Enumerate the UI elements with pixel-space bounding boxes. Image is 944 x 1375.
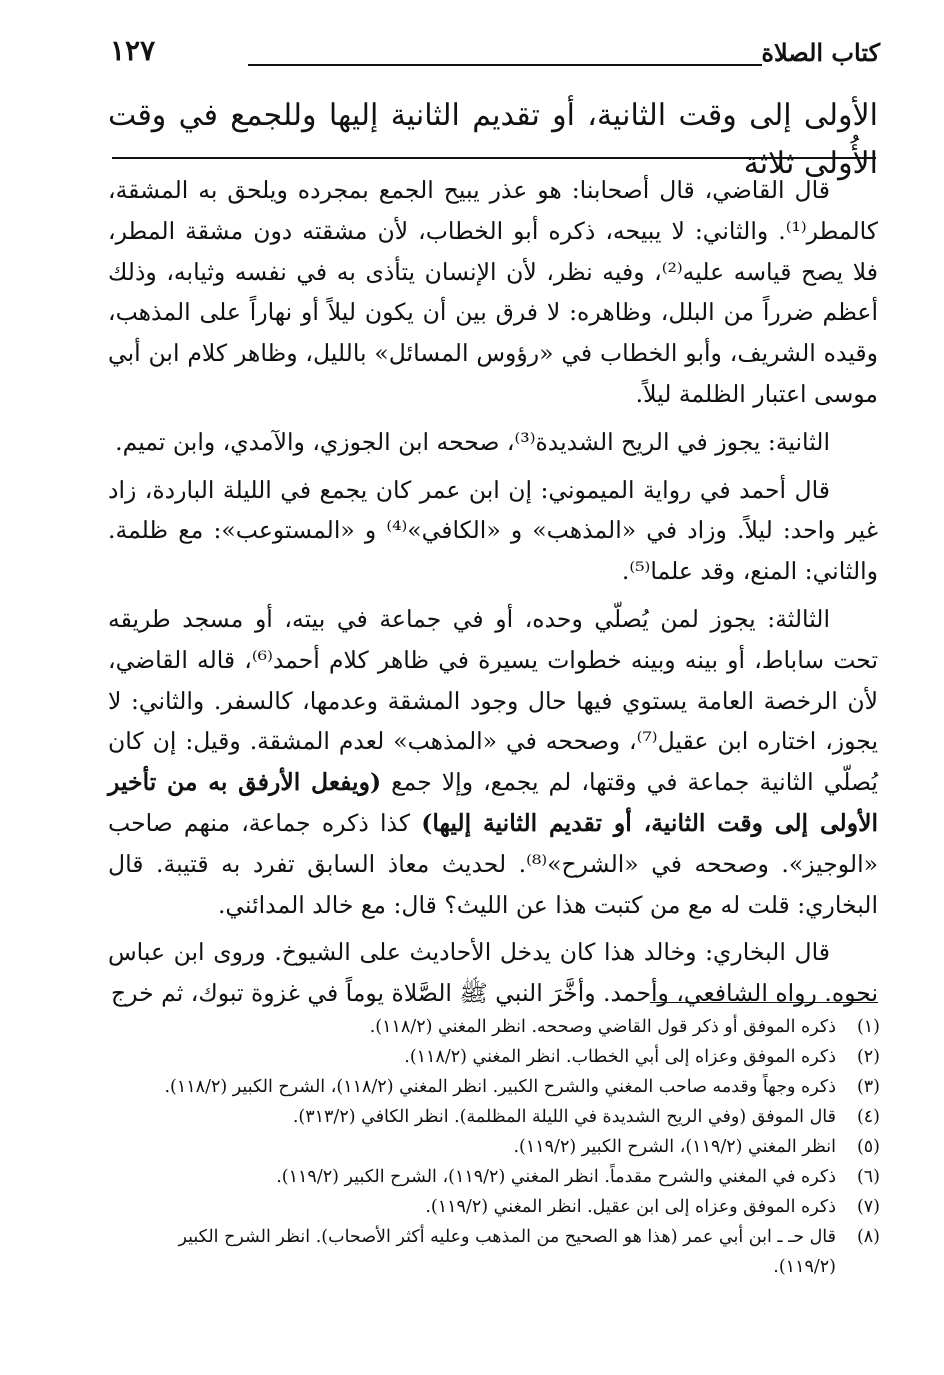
- footnote-text: قال الموفق (وفي الريح الشديدة في الليلة المظلمة). انظر الكافي (٣١٣/٢).: [292, 1107, 836, 1127]
- footnote: [128, 1102, 880, 1132]
- footnote-text: ذكره في المغني والشرح مقدماً. انظر المغني (١١٩/٢)، الشرح الكبير (١١٩/٢).: [276, 1167, 836, 1187]
- footnote-number: (٥): [856, 1137, 880, 1157]
- matn-rule: [112, 157, 876, 159]
- footnote-number: (٨): [856, 1227, 880, 1247]
- page-header: [100, 28, 880, 84]
- footnote-number: (٧): [856, 1197, 880, 1217]
- footnote-text: ذكره الموفق وعزاه إلى أبي الخطاب. انظر المغني (١١٨/٢).: [404, 1047, 836, 1067]
- footnote-text: ذكره وجهاً وقدمه صاحب المغني والشرح الكبير. انظر المغني (١١٨/٢)، الشرح الكبير (١١٨/٢).: [164, 1077, 836, 1097]
- footnote: [128, 1222, 880, 1282]
- footnotes: [128, 1012, 880, 1282]
- footnote: [128, 1132, 880, 1162]
- paragraph-3: قال أحمد في رواية الميموني: إن ابن عمر كان يجمع في الليلة الباردة، زاد غير واحد: ليلاً. وزاد في «المذهب» و «الكافي»⁽⁴⁾ و «المستوعب»: مع ظلمة. والثاني: المنع، وقد علما⁽⁵⁾.: [108, 475, 878, 586]
- commentary-body: [108, 170, 878, 1021]
- matn-line: الأولى إلى وقت الثانية، أو تقديم الثانية إليها وللجمع في وقت الأُولى ثلاثة: [108, 98, 878, 181]
- footnote-text: انظر المغني (١١٩/٢)، الشرح الكبير (١١٩/٢).: [513, 1137, 836, 1157]
- footnote-rule: [650, 1002, 878, 1003]
- paragraph-1: قال القاضي، قال أصحابنا: هو عذر يبيح الجمع بمجرده ويلحق به المشقة، كالمطر⁽¹⁾. والثاني: لا يبيحه، ذكره أبو الخطاب، لأن مشقته دون مشقة المطر، فلا يصح قياسه عليه⁽²⁾، وفيه نظر، لأن الإنسان يتأذى به في نفسه وثيابه، وذلك أعظم ضرراً من البلل، وظاهره: لا فرق بين أن يكون ليلاً أو نهاراً على المذهب، وقيده الشريف، وأبو الخطاب في «رؤوس المسائل» بالليل، وظاهر كلام ابن أبي موسى اعتبار الظلمة ليلاً.: [108, 176, 878, 408]
- footnote: [128, 1012, 880, 1042]
- footnote-number: (٤): [856, 1107, 880, 1127]
- footnote-number: (١): [856, 1017, 880, 1037]
- paragraph-4-tail: كذا ذكره جماعة، منهم صاحب «الوجيز». وصححه في «الشرح»⁽⁸⁾. لحديث معاذ السابق تفرد به قتيبة. قال البخاري: قلت له مع من كتبت هذا عن الليث؟ قال: مع خالد المدائني.: [108, 808, 878, 919]
- chapter-title: كتاب الصلاة: [761, 38, 880, 67]
- paragraph-4: [108, 599, 878, 925]
- paragraph-2: الثانية: يجوز في الريح الشديدة⁽³⁾، صححه ابن الجوزي، والآمدي، وابن تميم.: [115, 427, 830, 456]
- header-rule: [248, 64, 762, 66]
- footnote: [128, 1042, 880, 1072]
- footnote-number: (٣): [856, 1077, 880, 1097]
- footnote-number: (٦): [856, 1167, 880, 1187]
- matn-quote-bold: (ويفعل الأرفق به من تأخير الأولى إلى وقت الثانية، أو تقديم الثانية إليها): [108, 768, 878, 837]
- footnote: [128, 1192, 880, 1222]
- footnote-text: قال حـ ـ ابن أبي عمر (هذا هو الصحيح من المذهب وعليه أكثر الأصحاب). انظر الشرح الكبير (١١٩/٢).: [178, 1227, 836, 1277]
- footnote-text: ذكره الموفق وعزاه إلى ابن عقيل. انظر المغني (١١٩/٢).: [425, 1197, 836, 1217]
- footnote: [128, 1072, 880, 1102]
- footnote: [128, 1162, 880, 1192]
- paragraph-4-text: الثالثة: يجوز لمن يُصلّي وحده، أو في جماعة في بيته، أو مسجد طريقه تحت ساباط، أو بينه وبينه خطوات يسيرة في ظاهر كلام أحمد⁽⁶⁾، قاله القاضي، لأن الرخصة العامة يستوي فيها حال وجود المشقة وعدمها، كالسفر. والثاني: لا يجوز، اختاره ابن عقيل⁽⁷⁾، وصححه في «المذهب» لعدم المشقة. وقيل: إن كان يُصلّي الثانية جماعة في وقتها، لم يجمع، وإلا جمع: [108, 604, 878, 797]
- footnote-number: (٢): [856, 1047, 880, 1067]
- footnote-text: ذكره الموفق أو ذكر قول القاضي وصححه. انظر المغني (١١٨/٢).: [369, 1017, 836, 1037]
- page-number: ١٢٧: [110, 34, 156, 67]
- paragraph-5: قال البخاري: وخالد هذا كان يدخل الأحاديث على الشيوخ. وروى ابن عباس نحوه. رواه الشافعي، وأحمد. وأخَّرَ النبي ﷺ الصَّلاة يوماً في غزوة تبوك، ثم خرج: [108, 938, 878, 1008]
